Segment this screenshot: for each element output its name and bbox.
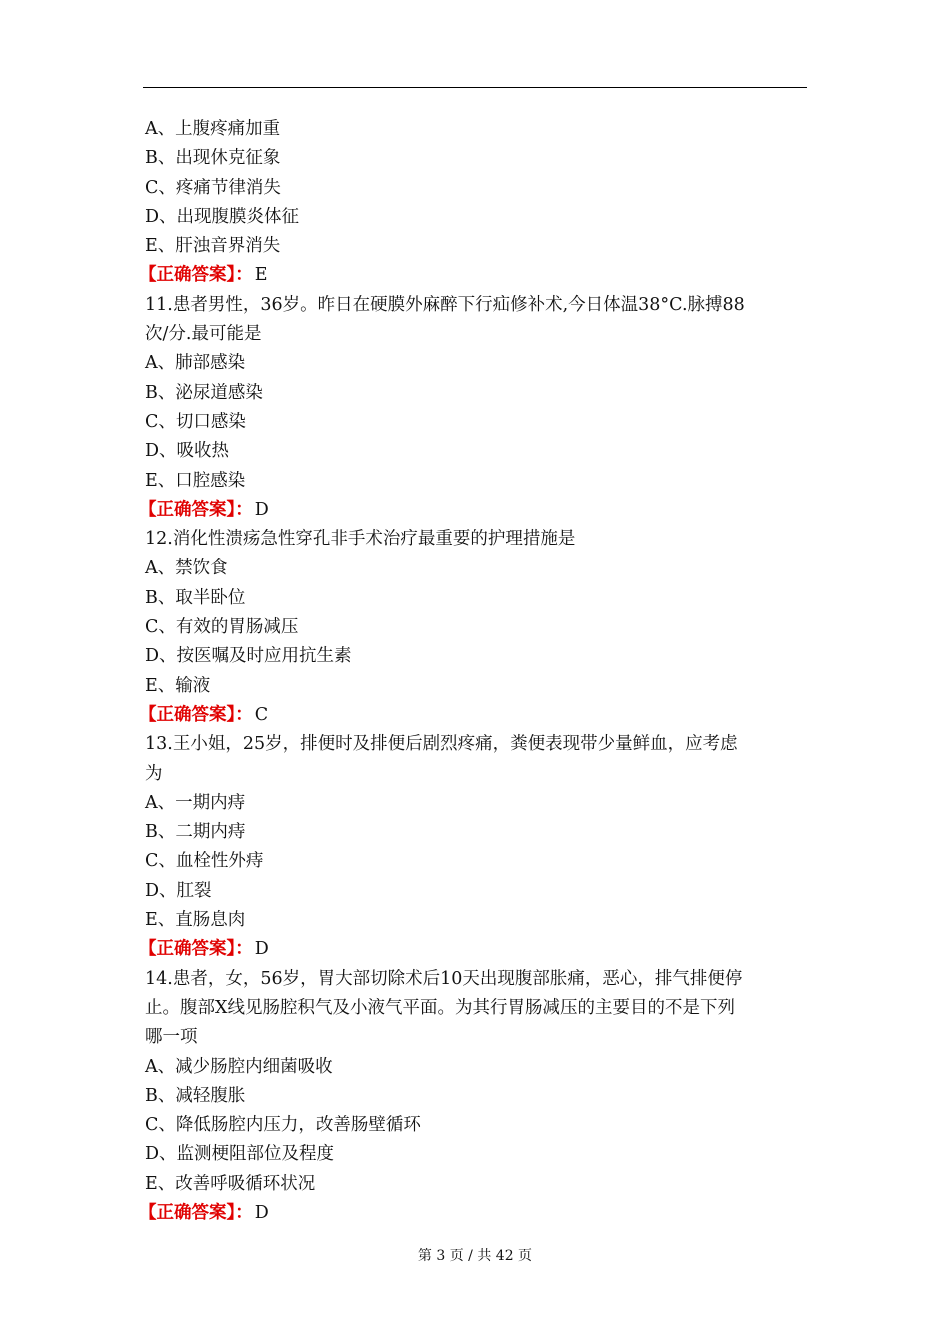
option-c: C、有效的胃肠减压: [145, 617, 299, 638]
question-stem: 14.患者，女，56岁，胃大部切除术后10天出现腹部胀痛，恶心，排气排便停: [145, 968, 743, 989]
question-stem: 止。腹部X线见肠腔积气及小液气平面。为其行胃肠减压的主要目的不是下列: [145, 997, 735, 1018]
question-13: [139, 730, 809, 964]
header-rule: [143, 87, 807, 88]
option-c: C、降低肠腔内压力，改善肠壁循环: [145, 1115, 421, 1136]
page-footer: 第 3 页 / 共 42 页: [417, 1248, 533, 1264]
option-e: E、直肠息肉: [145, 910, 246, 931]
question-stem: 次/分.最可能是: [145, 324, 262, 345]
answer-value: D: [254, 1202, 269, 1223]
question-stem: 哪一项: [145, 1027, 198, 1048]
question-stem: 12.消化性溃疡急性穿孔非手术治疗最重要的护理措施是: [145, 529, 576, 550]
option-a: A、肺部感染: [145, 353, 246, 374]
answer-line: [139, 1199, 809, 1228]
option-c: C、切口感染: [145, 411, 246, 432]
question-14: [139, 965, 809, 1229]
question-stem: 11.患者男性，36岁。昨日在硬膜外麻醉下行疝修补术,今日体温38°C.脉搏88: [145, 294, 745, 315]
question-12: [139, 525, 809, 730]
option-b: B、泌尿道感染: [145, 382, 263, 403]
answer-line: [139, 261, 809, 290]
option-e: E、改善呼吸循环状况: [145, 1173, 316, 1194]
option-b: B、减轻腹胀: [145, 1085, 246, 1106]
answer-label: 【正确答案】：: [139, 704, 253, 725]
option-a: A、上腹疼痛加重: [145, 119, 281, 139]
option-c: C、血栓性外痔: [145, 851, 264, 872]
option-d: D、出现腹膜炎体征: [145, 206, 300, 227]
question-11: [139, 291, 809, 525]
question-10: [139, 115, 809, 291]
option-c: C、疼痛节律消失: [145, 177, 281, 198]
answer-line: [139, 496, 809, 525]
answer-label: 【正确答案】：: [139, 1202, 253, 1223]
answer-label: 【正确答案】：: [139, 499, 253, 520]
option-e: E、肝浊音界消失: [145, 236, 281, 257]
document-body: [139, 115, 809, 1228]
answer-label: 【正确答案】：: [139, 939, 253, 960]
answer-value: E: [254, 265, 268, 286]
option-b: B、二期内痔: [145, 822, 246, 843]
answer-value: D: [254, 499, 269, 520]
option-d: D、肛裂: [145, 880, 212, 901]
option-a: A、一期内痔: [145, 792, 246, 813]
option-d: D、吸收热: [145, 441, 230, 462]
answer-line: [139, 935, 809, 964]
question-stem: 13.王小姐，25岁，排便时及排便后剧烈疼痛，粪便表现带少量鲜血，应考虑: [145, 734, 738, 755]
question-stem: 为: [145, 763, 163, 784]
option-d: D、监测梗阻部位及程度: [145, 1144, 335, 1165]
option-d: D、按医嘱及时应用抗生素: [145, 646, 352, 667]
option-a: A、减少肠腔内细菌吸收: [145, 1056, 333, 1077]
answer-line: [139, 701, 809, 730]
option-a: A、禁饮食: [145, 558, 228, 579]
answer-value: D: [254, 939, 269, 960]
option-b: B、取半卧位: [145, 587, 246, 608]
answer-value: C: [254, 704, 269, 725]
answer-label: 【正确答案】：: [139, 265, 253, 286]
option-e: E、输液: [145, 675, 211, 696]
option-b: B、出现休克征象: [145, 148, 281, 169]
option-e: E、口腔感染: [145, 470, 246, 491]
